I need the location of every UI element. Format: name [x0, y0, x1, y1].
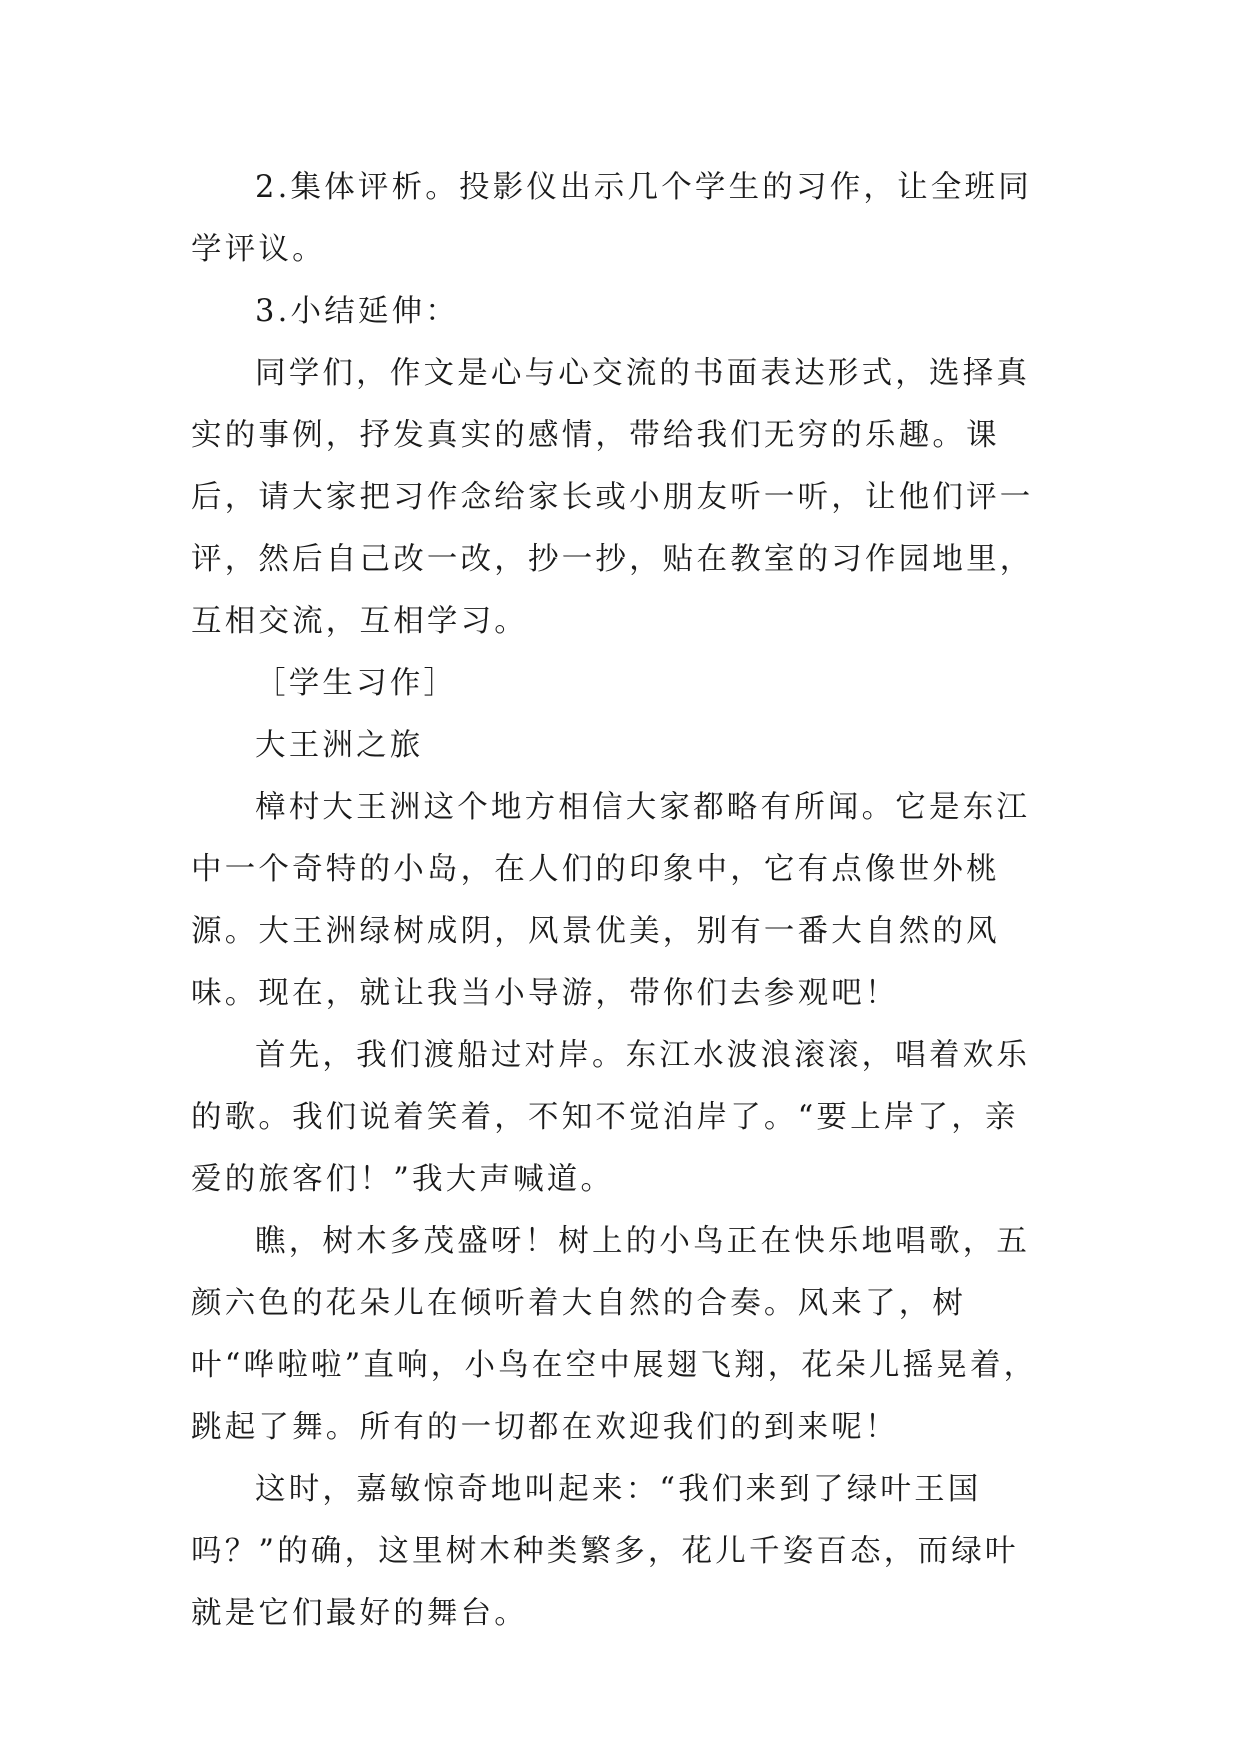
essay-paragraph: 樟村大王洲这个地方相信大家都略有所闻。它是东江中一个奇特的小岛，在人们的印象中，它有点像世外桃源。大王洲绿树成阴，风景优美，别有一番大自然的风味。现在，就让我当小导游，带你们去参观吧！	[191, 790, 1031, 1011]
paragraph-evaluation: 2.集体评析。投影仪出示几个学生的习作，让全班同学评议。	[191, 170, 1032, 267]
paragraph-summary: 同学们，作文是心与心交流的书面表达形式，选择真实的事例，抒发真实的感情，带给我们无穷的乐趣。课后，请大家把习作念给家长或小朋友听一听，让他们评一评，然后自己改一改，抄一抄，贴在教室的习作园地里，互相交流，互相学习。	[191, 356, 1034, 639]
essay-paragraph: 首先，我们渡船过对岸。东江水波浪滚滚，唱着欢乐的歌。我们说着笑着，不知不觉泊岸了。“要上岸了，亲爱的旅客们！”我大声喊道。	[191, 1038, 1031, 1197]
document-body	[191, 157, 1051, 1645]
essay-title: 大王洲之旅	[255, 728, 424, 763]
essay-paragraph: 瞧，树木多茂盛呀！树上的小鸟正在快乐地唱歌，五颜六色的花朵儿在倾听着大自然的合奏。风来了，树叶“哗啦啦”直响，小鸟在空中展翅飞翔，花朵儿摇晃着，跳起了舞。所有的一切都在欢迎我们的到来呢！	[191, 1224, 1038, 1445]
section-label-student-work: ［学生习作］	[255, 666, 458, 701]
essay-paragraph: 这时，嘉敏惊奇地叫起来：“我们来到了绿叶王国吗？”的确，这里树木种类繁多，花儿千姿百态，而绿叶就是它们最好的舞台。	[191, 1472, 1019, 1631]
paragraph-summary-heading: 3.小结延伸：	[255, 294, 459, 329]
